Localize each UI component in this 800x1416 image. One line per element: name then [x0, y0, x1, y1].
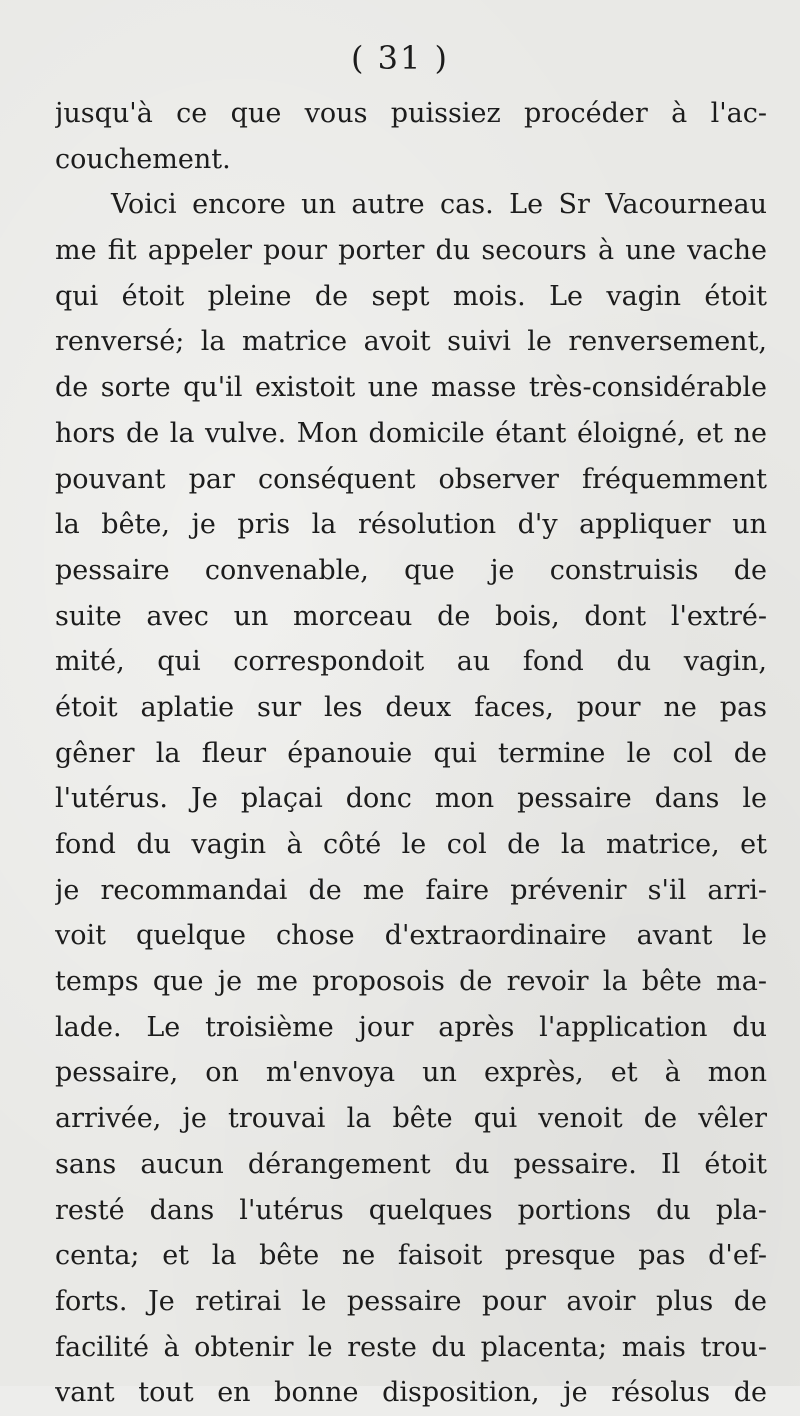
text-line: gêner la fleur épanouie qui termine le col de — [55, 737, 767, 769]
text-line: hors de la vulve. Mon domicile étant éloigné, et ne — [55, 417, 767, 449]
text-line: pessaire convenable, que je construisis de — [55, 554, 767, 586]
text-line: centa; et la bête ne faisoit presque pas d'ef- — [55, 1240, 767, 1272]
text-line: Voici encore un autre cas. Le Sr Vacourneau — [111, 189, 767, 221]
text-line: arrivée, je trouvai la bête qui venoit de vêler — [55, 1103, 767, 1135]
text-line: l'utérus. Je plaçai donc mon pessaire dans le — [55, 783, 767, 815]
text-line: sans aucun dérangement du pessaire. Il étoit — [55, 1148, 767, 1180]
text-line: couchement. — [55, 143, 231, 175]
text-line: me fit appeler pour porter du secours à une vache — [55, 235, 767, 267]
text-line: pessaire, on m'envoya un exprès, et à mon — [55, 1057, 767, 1089]
text-line: mité, qui correspondoit au fond du vagin, — [55, 646, 767, 678]
text-line: vant tout en bonne disposition, je résolus de — [55, 1377, 767, 1409]
text-line: fond du vagin à côté le col de la matrice, et — [55, 829, 767, 860]
text-line: jusqu'à ce que vous puissiez procéder à l'ac- — [55, 98, 767, 129]
text-line: voit quelque chose d'extraordinaire avant le — [55, 920, 767, 952]
text-line: renversé; la matrice avoit suivi le renversement, — [55, 326, 767, 358]
text-line: la bête, je pris la résolution d'y appliquer un — [55, 509, 767, 541]
text-line: suite avec un morceau de bois, dont l'extré- — [55, 600, 767, 632]
text-line: je recommandai de me faire prévenir s'il arri- — [55, 874, 767, 906]
text-line: temps que je me proposois de revoir la bête ma- — [55, 966, 767, 998]
text-line: facilité à obtenir le reste du placenta; mais trou- — [55, 1331, 767, 1363]
text-line: qui étoit pleine de sept mois. Le vagin étoit — [55, 280, 767, 312]
text-line: forts. Je retirai le pessaire pour avoir plus de — [55, 1285, 767, 1317]
text-line: resté dans l'utérus quelques portions du pla- — [55, 1194, 767, 1226]
text-line: de sorte qu'il existoit une masse très-considérable — [55, 372, 767, 404]
body-text — [55, 91, 767, 1416]
text-line: pouvant par conséquent observer fréquemment — [55, 463, 767, 495]
text-line: lade. Le troisième jour après l'application du — [55, 1011, 767, 1043]
text-line: étoit aplatie sur les deux faces, pour ne pas — [55, 691, 767, 723]
page-number: ( 31 ) — [350, 39, 450, 77]
